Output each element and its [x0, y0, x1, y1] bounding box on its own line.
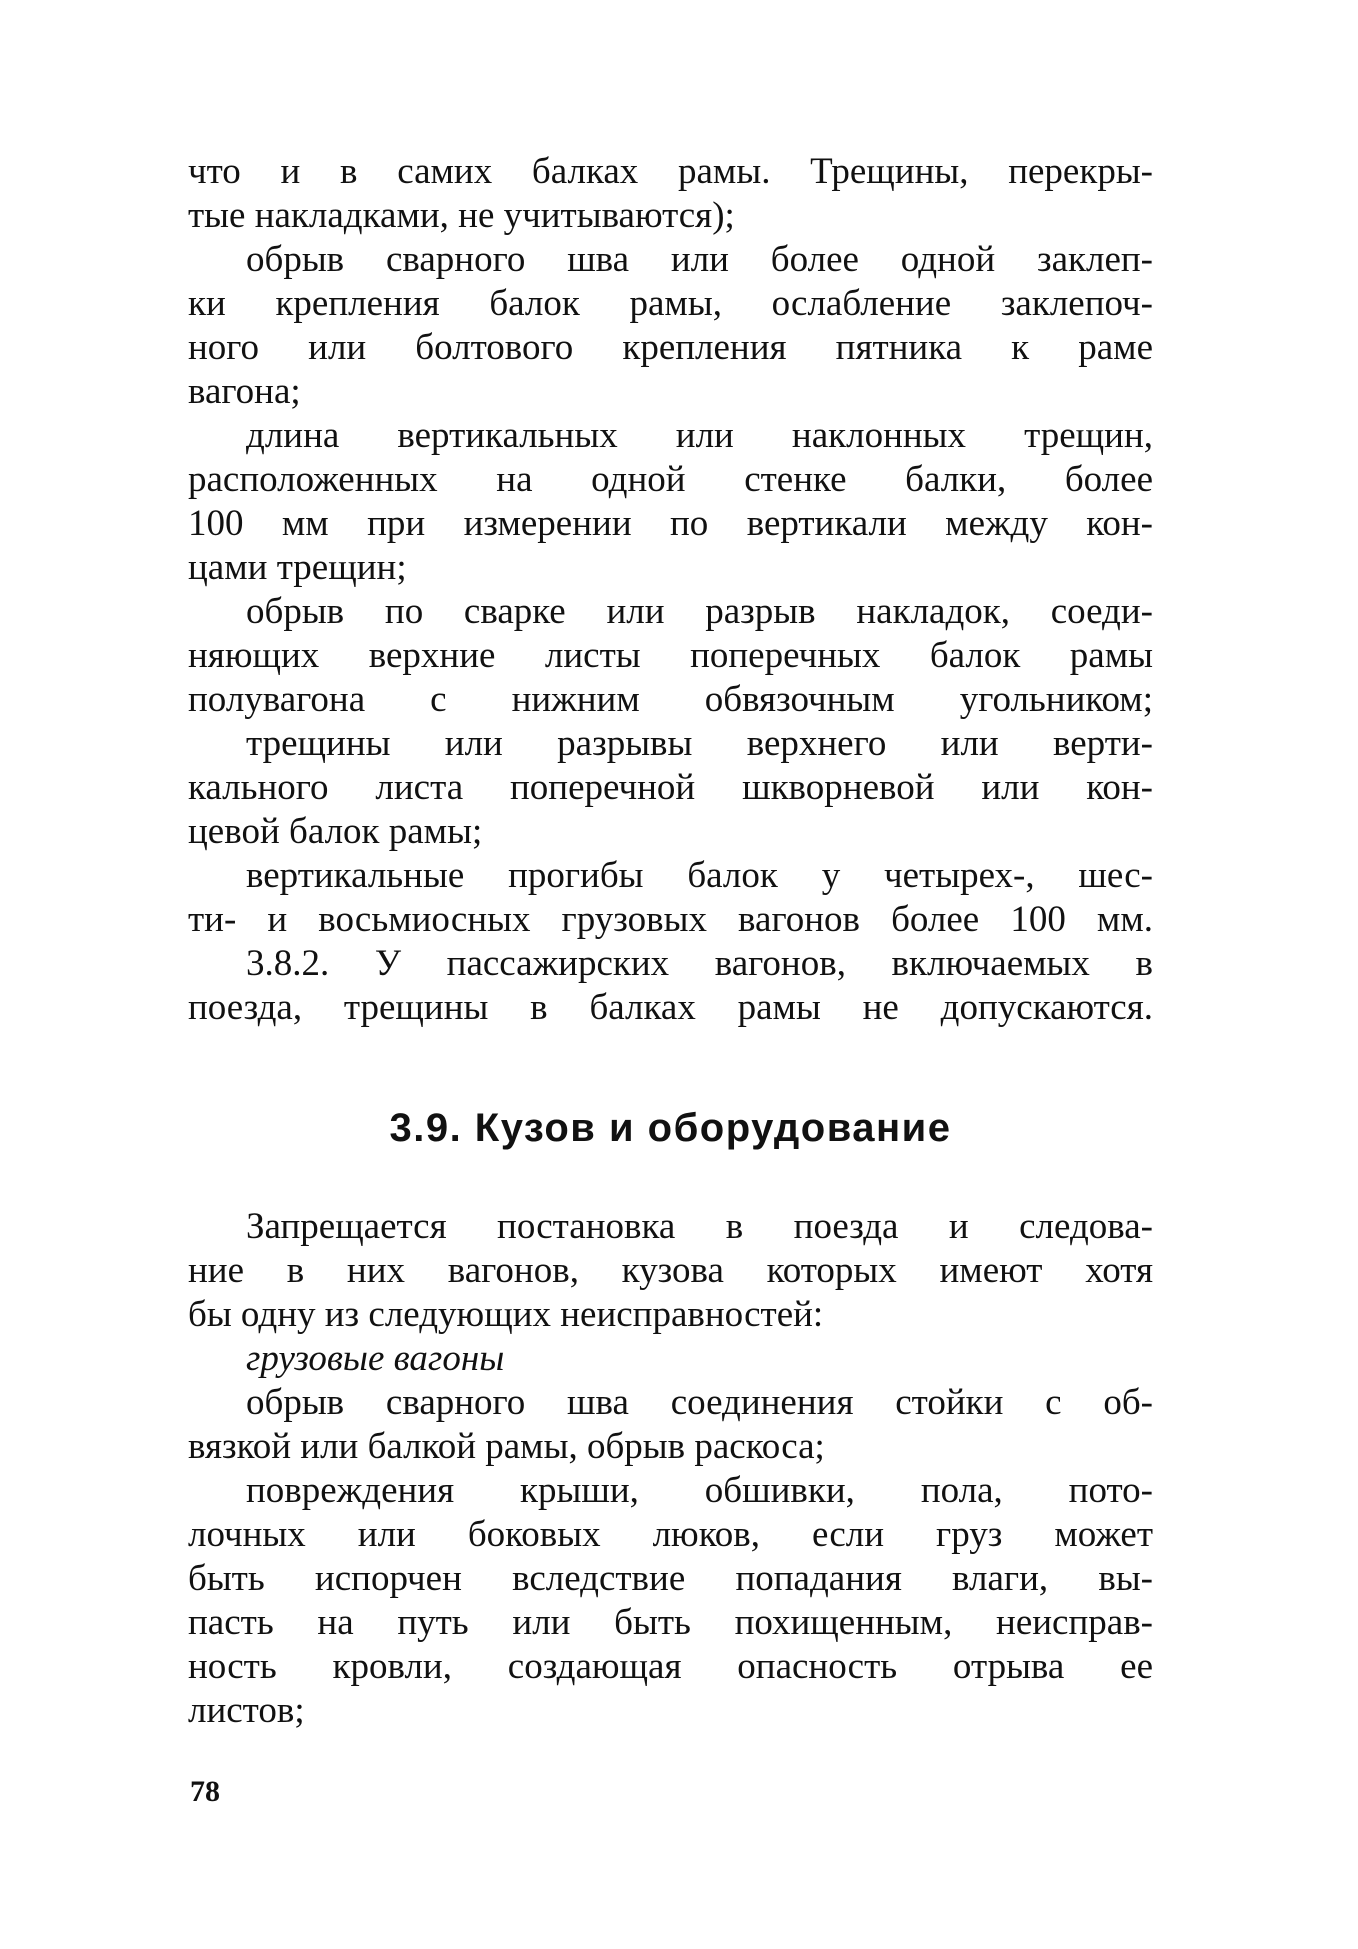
- text-line: няющих верхние листы поперечных балок рамы: [188, 635, 1153, 676]
- top-text-block: [188, 150, 1153, 1030]
- bottom-text-block: [188, 1205, 1153, 1733]
- text-line: кального листа поперечной шкворневой или кон-: [188, 767, 1153, 808]
- text-line: тые накладками, не учитываются);: [188, 195, 735, 236]
- text-line: ность кровли, создающая опасность отрыва ее: [188, 1646, 1153, 1687]
- text-line: лочных или боковых люков, если груз может: [188, 1514, 1153, 1555]
- text-line: ти- и восьмиосных грузовых вагонов более 100 мм.: [188, 899, 1153, 940]
- text-line: листов;: [188, 1690, 305, 1731]
- text-line: вертикальные прогибы балок у четырех-, шес-: [246, 855, 1153, 896]
- text-line: обрыв по сварке или разрыв накладок, соеди-: [246, 591, 1153, 632]
- text-line: полувагона с нижним обвязочным угольником;: [188, 679, 1153, 720]
- text-line: цами трещин;: [188, 547, 407, 588]
- text-line: повреждения крыши, обшивки, пола, пото-: [246, 1470, 1153, 1511]
- text-line: ного или болтового крепления пятника к раме: [188, 327, 1153, 368]
- text-line: 3.8.2. У пассажирских вагонов, включаемых в: [246, 943, 1153, 984]
- text-line: быть испорчен вследствие попадания влаги, вы-: [188, 1558, 1153, 1599]
- text-line: Запрещается постановка в поезда и следова-: [246, 1206, 1153, 1247]
- text-line: обрыв сварного шва соединения стойки с об-: [246, 1382, 1153, 1423]
- text-line: обрыв сварного шва или более одной заклеп-: [246, 239, 1153, 280]
- page-number: 78: [190, 1775, 220, 1808]
- text-line: длина вертикальных или наклонных трещин,: [246, 415, 1153, 456]
- text-line: расположенных на одной стенке балки, более: [188, 459, 1153, 500]
- text-line: вязкой или балкой рамы, обрыв раскоса;: [188, 1426, 825, 1467]
- text-line: 100 мм при измерении по вертикали между кон-: [188, 503, 1153, 544]
- section-heading: 3.9. Кузов и оборудование: [389, 1106, 952, 1150]
- text-line: бы одну из следующих неисправностей:: [188, 1294, 824, 1335]
- text-line: вагона;: [188, 371, 301, 412]
- subheading-italic: грузовые вагоны: [246, 1338, 505, 1379]
- text-line: пасть на путь или быть похищенным, неисправ-: [188, 1602, 1153, 1643]
- text-line: цевой балок рамы;: [188, 811, 483, 852]
- text-line: трещины или разрывы верхнего или верти-: [246, 723, 1153, 764]
- text-line: что и в самих балках рамы. Трещины, перекры-: [188, 151, 1153, 192]
- text-line: ки крепления балок рамы, ослабление заклепоч-: [188, 283, 1153, 324]
- text-line: ние в них вагонов, кузова которых имеют хотя: [188, 1250, 1153, 1291]
- text-line: поезда, трещины в балках рамы не допускаются.: [188, 987, 1153, 1028]
